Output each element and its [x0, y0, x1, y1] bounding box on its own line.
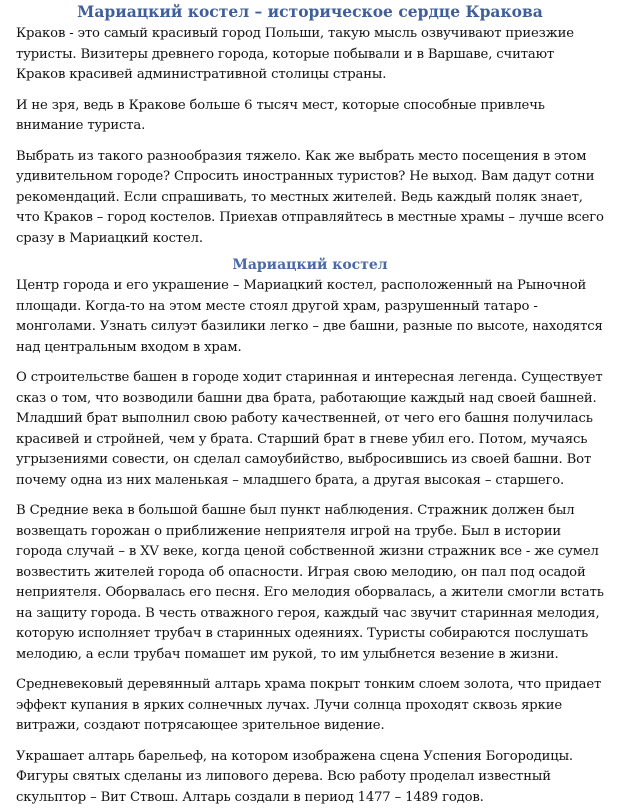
section-paragraph-3: В Средние века в большой башне был пункт наблюдения. Стражник должен был возвещать горожан о приближение неприятеля игрой на трубе. Был в истории города случай – в XV веке, когда ценой собственной жизни стражник все - же сумел возвестить жителей города об опасности. Играя свою мелодию, он пал под осадой неприятеля. Оборвалась его песня. Его мелодия оборвалась, а жители смогли встать на защиту города. В честь отважного героя, каждый час звучит старинная мелодия, которую исполняет трубач в старинных одеяниях. Туристы собираются послушать мелодию, а если трубач помашет им рукой, то им улыбнется везение в жизни.	[16, 501, 604, 665]
intro-paragraph-1: Краков - это самый красивый город Польши, такую мысль озвучивают приезжие туристы. Визитеры древнего города, которые побывали и в Варшаве, считают Краков красивей административной столицы страны.	[16, 24, 604, 86]
section-paragraph-2: О строительстве башен в городе ходит старинная и интересная легенда. Существует сказ о том, что возводили башни два брата, работающие каждый над своей башней. Младший брат выполнил свою работу качественней, от чего его башня получилась красивей и стройней, чем у брата. Старший брат в гневе убил его. Потом, мучаясь угрызениями совести, он сделал самоубийство, выбросившись из своей башни. Вот почему одна из них маленькая – младшего брата, а другая высокая – старшего.	[16, 368, 604, 491]
document-title: Мариацкий костел – историческое сердце Кракова	[16, 2, 604, 22]
intro-paragraph-3: Выбрать из такого разнообразия тяжело. Как же выбрать место посещения в этом удивительном городе? Спросить иностранных туристов? Не выход. Вам дадут сотни рекомендаций. Если спрашивать, то местных жителей. Ведь каждый поляк знает, что Краков – город костелов. Приехав отправляйтесь в местные храмы – лучше всего сразу в Мариацкий костел.	[16, 147, 604, 250]
section-paragraph-1: Центр города и его украшение – Мариацкий костел, расположенный на Рыночной площади. Когда-то на этом месте стоял другой храм, разрушенный татаро - монголами. Узнать силуэт базилики легко – две башни, разные по высоте, находятся над центральным входом в храм.	[16, 276, 604, 358]
section-paragraph-4: Средневековый деревянный алтарь храма покрыт тонким слоем золота, что придает эффект купания в ярких солнечных лучах. Лучи солнца проходят сквозь яркие витражи, создают потрясающее зрительное видение.	[16, 675, 604, 737]
section-heading: Мариацкий костел	[16, 255, 604, 275]
section-paragraph-5: Украшает алтарь барельеф, на котором изображена сцена Успения Богородицы. Фигуры святых сделаны из липового дерева. Всю работу проделал известный скульптор – Вит Ствош. Алтарь создали в период 1477 – 1489 годов.	[16, 747, 604, 808]
intro-paragraph-2: И не зря, ведь в Кракове больше 6 тысяч мест, которые способные привлечь внимание туриста.	[16, 96, 604, 137]
